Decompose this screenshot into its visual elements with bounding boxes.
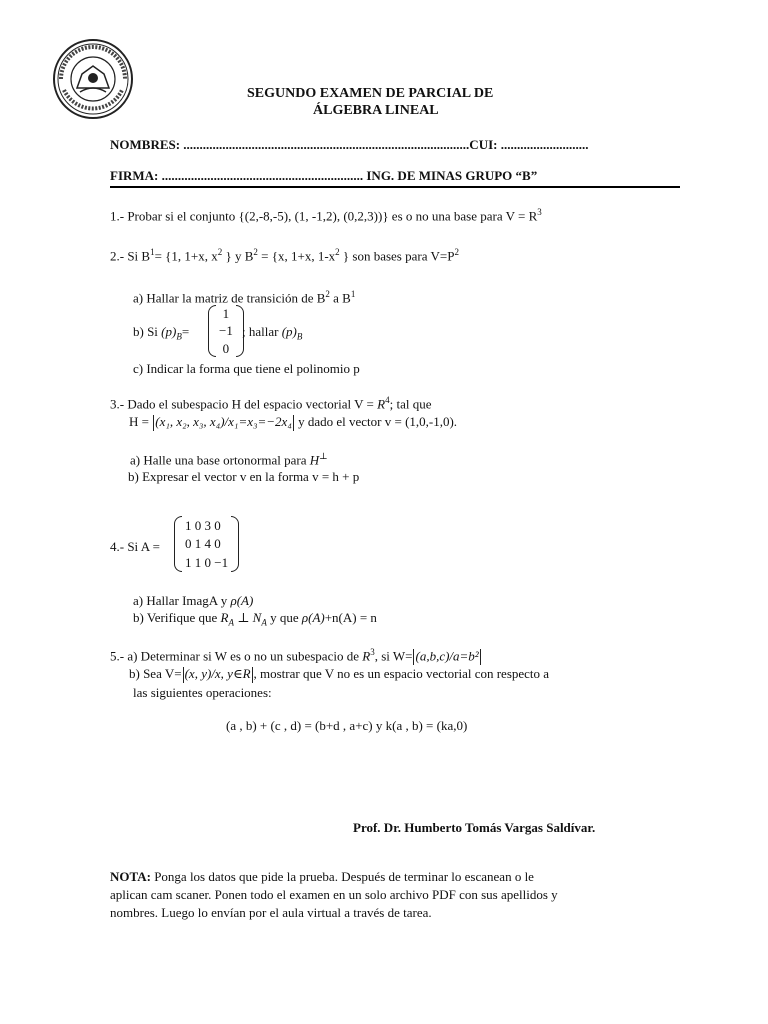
exam-title-line2: ÁLGEBRA LINEAL xyxy=(313,103,439,118)
exam-note: NOTA: Ponga los datos que pide la prueba. Después de terminar lo escanean o le aplican cam scaner. Ponen todo el examen en un solo archivo PDF con sus apellidos y nombres. Luego lo envían por el aula virtual a través de tarea. xyxy=(110,869,558,920)
question-2b-label: b) Si $(p)_B=$ xyxy=(133,324,190,342)
university-seal-logo xyxy=(52,38,134,120)
question-2: 2.- Si $B^1= \{1$, 1+x, $x^2$ } y $B^2 = \{x$, 1+x, $1-x^2$ } son bases para $V=P^2$ xyxy=(110,247,459,264)
note-label: NOTA: xyxy=(110,869,151,884)
question-2b-rest: ; hallar $(p)_B$ xyxy=(242,324,303,342)
question-3b: b) Expresar el vector v en la forma v = h + p xyxy=(128,469,360,484)
question-2c: c) Indicar la forma que tiene el polinomio p xyxy=(133,361,360,376)
question-5-operations: (a , b) + (c , d) = (b+d , a+c) y k(a , b) = (ka,0) xyxy=(226,718,468,733)
question-5b: b) Sea V= (x, y)/x, y∈R , mostrar que V no es un espacio vectorial con respecto a xyxy=(129,666,549,683)
question-3: 3.- Dado el subespacio H del espacio vectorial $V = R^4$; tal que xyxy=(110,395,432,412)
firma-grupo-field: FIRMA: .............................................................. ING. DE MINAS GRUPO “B” xyxy=(110,168,538,183)
header-divider xyxy=(110,186,680,188)
question-4-label: 4.- Si A = xyxy=(110,539,160,554)
question-1: 1.- Probar si el conjunto {(2,-8,-5), (1, -1,2), (0,2,3))} es o no una base para $V = R^3$ xyxy=(110,207,542,224)
nombres-cui-field: NOMBRES: ........................................................................................CUI: ........................... xyxy=(110,137,589,152)
question-3a: a) Halle una base ortonormal para H⊥ xyxy=(130,451,328,468)
question-5a: 5.- a) Determinar si W es o no un subespacio de $R^3$, si W= (a,b,c)/a=b² xyxy=(110,647,482,665)
question-5b-line2: las siguientes operaciones: xyxy=(133,685,272,700)
question-4b: b) Verifique que $R_A$ ⊥ $N_A$ y que ρ(A)+n(A) = n xyxy=(133,610,377,628)
question-4a: a) Hallar ImagA y ρ(A) xyxy=(133,593,254,608)
question-3-subspace: H = (x₁, x₂, x₃, x₄)/x₁=x₃=−2x₄ y dado el vector v = (1,0,-1,0). xyxy=(129,414,457,431)
matrix-a: 1 0 3 0 0 1 4 0 1 1 0 −1 xyxy=(174,516,239,572)
coordinate-vector-matrix: 1 −1 0 xyxy=(208,305,244,357)
question-2a: a) Hallar la matriz de transición de $B^2$ a $B^1$ xyxy=(133,289,356,306)
exam-title-line1: SEGUNDO EXAMEN DE PARCIAL DE xyxy=(247,86,494,101)
professor-signature: Prof. Dr. Humberto Tomás Vargas Saldívar. xyxy=(353,820,596,835)
